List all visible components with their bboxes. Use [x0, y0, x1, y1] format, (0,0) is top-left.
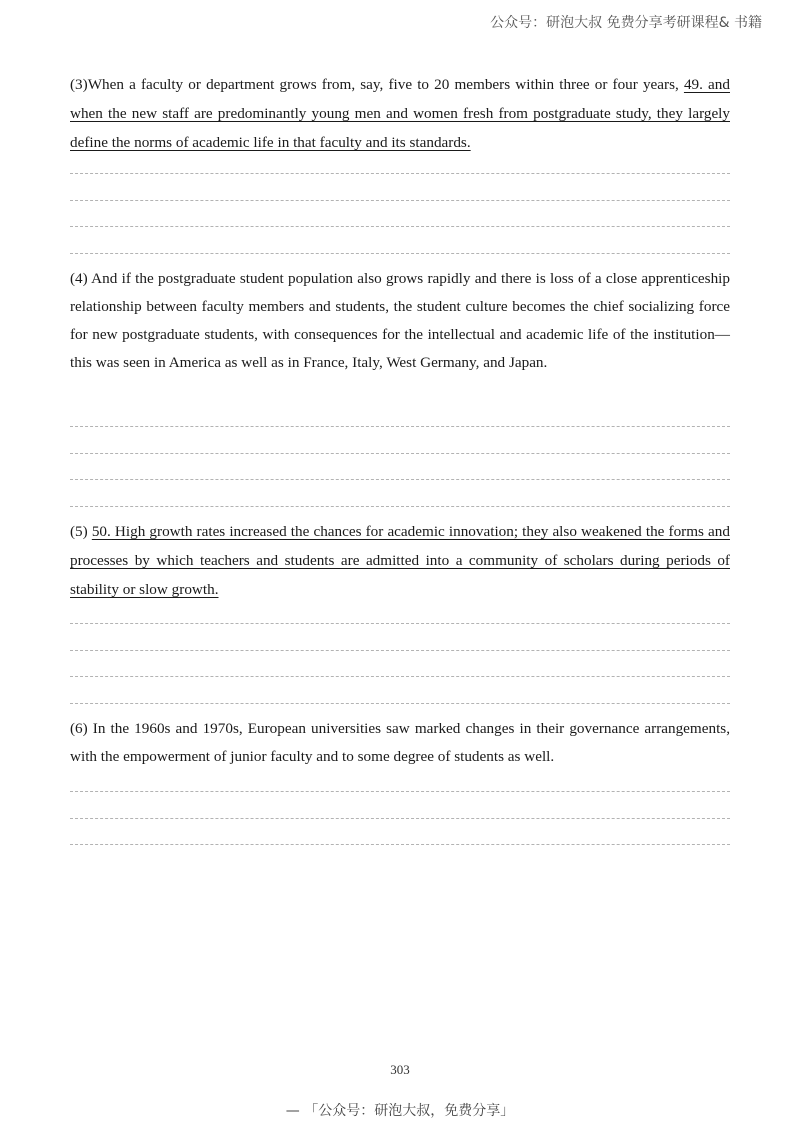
answer-line — [70, 703, 730, 704]
paragraph-6 — [70, 715, 730, 771]
paragraph-5-underlined-sentence-50: 50. High growth rates increased the chances for academic innovation; they also weakened the forms and processes by which teachers and students are admitted into a community of scholars during periods of stability or slow growth. — [70, 523, 730, 598]
answer-line — [70, 650, 730, 651]
answer-line — [70, 844, 730, 845]
paragraph-3-lead: (3)When a faculty or department grows from, say, five to 20 members within three or four years, — [70, 76, 684, 93]
paragraph-3-underlined-sentence-49: 49. and when the new staff are predominantly young men and women fresh from postgraduate study, they largely define the norms of academic life in that faculty and its standards. — [70, 76, 730, 151]
answer-line — [70, 506, 730, 507]
answer-line — [70, 818, 730, 819]
paragraph-4 — [70, 265, 730, 377]
paragraph-6-text: (6) In the 1960s and 1970s, European universities saw marked changes in their governance arrangements, with the empowerment of junior faculty and to some degree of students as well. — [70, 720, 730, 765]
watermark-header: 公众号：研泡大叔 免费分享考研课程& 书籍 — [490, 15, 762, 31]
answer-lines-6 — [70, 791, 730, 871]
answer-line — [70, 426, 730, 427]
answer-line — [70, 479, 730, 480]
answer-lines-3 — [70, 173, 730, 279]
paragraph-5-lead: (5) — [70, 523, 92, 540]
answer-line — [70, 623, 730, 624]
paragraph-3 — [70, 70, 730, 157]
answer-line — [70, 253, 730, 254]
paragraph-4-text: (4) And if the postgraduate student population also grows rapidly and there is loss of a close apprenticeship relationship between faculty members and students, the student culture becomes the chief socializing force for new postgraduate students, with consequences for the intellectual and academic life of the institution—this was seen in America as well as in France, Italy, West Germany, and Japan. — [70, 270, 730, 371]
answer-line — [70, 173, 730, 174]
answer-line — [70, 226, 730, 227]
watermark-footer: — 「公众号：研泡大叔，免费分享」 — [285, 1103, 515, 1119]
page-number: 303 — [390, 1062, 410, 1077]
answer-line — [70, 200, 730, 201]
answer-line — [70, 791, 730, 792]
answer-lines-5 — [70, 623, 730, 729]
answer-line — [70, 676, 730, 677]
answer-line — [70, 453, 730, 454]
paragraph-5 — [70, 517, 730, 604]
